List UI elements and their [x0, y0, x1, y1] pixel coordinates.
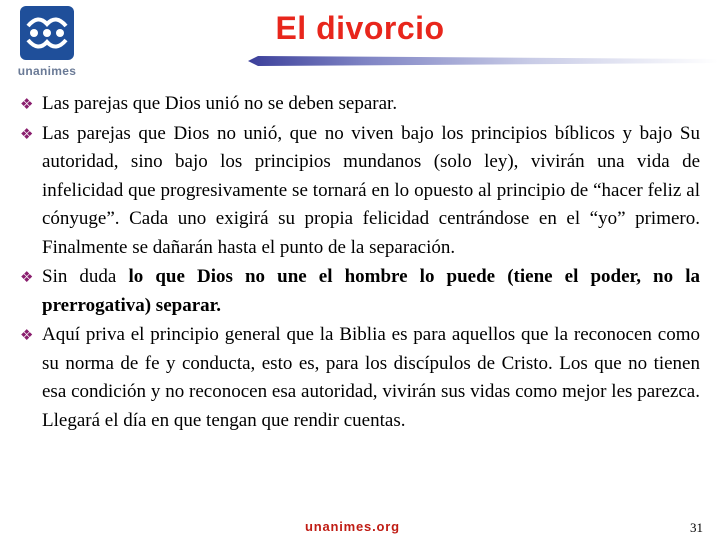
title-underline-bar [248, 54, 718, 68]
bullet-text-bold: lo que Dios no une el hombre lo puede (tiene el poder, no la prerrogativa) separar. [42, 266, 700, 316]
bullet-text: Las parejas que Dios no unió, que no viven bajo los principios bíblicos y bajo Su autoridad, sino bajo los principios mundanos (solo ley), vivirán una vida de infelicidad que progresivamente se tornará en lo opuesto al principio de “hacer feliz al cónyuge”. Cada uno exigirá su propia felicidad centrándose en el “yo” primero. Finalmente se dañarán hasta el punto de la separación. [42, 122, 700, 258]
page-number: 31 [690, 520, 703, 535]
unanimes-logo-icon [20, 6, 74, 60]
bullet-item [20, 263, 700, 320]
slide-title: El divorcio [275, 10, 445, 46]
bullet-item [20, 321, 700, 435]
bullet-text [42, 263, 700, 320]
bullet-item [20, 120, 700, 263]
logo [10, 6, 84, 78]
bullet-list [20, 90, 700, 436]
bullet-item [20, 90, 700, 119]
diamond-bullet-icon: ❖ [20, 326, 34, 344]
footer-url[interactable]: unanimes.org [305, 519, 400, 534]
bullet-text: Aquí priva el principio general que la Biblia es para aquellos que la reconocen como su norma de fe y conducta, esto es, para los discípulos de Cristo. Los que no tienen esa condición y no reconocen esa autoridad, vivirán sus vidas como mejor les parezca. Llegará el día en que tengan que rendir cuentas. [42, 324, 700, 431]
logo-text: unanimes [17, 64, 77, 78]
diamond-bullet-icon: ❖ [20, 268, 34, 286]
bullet-text: Las parejas que Dios unió no se deben separar. [42, 93, 398, 114]
diamond-bullet-icon: ❖ [20, 95, 34, 113]
diamond-bullet-icon: ❖ [20, 124, 34, 143]
bullet-text-plain: Sin duda [42, 266, 129, 287]
